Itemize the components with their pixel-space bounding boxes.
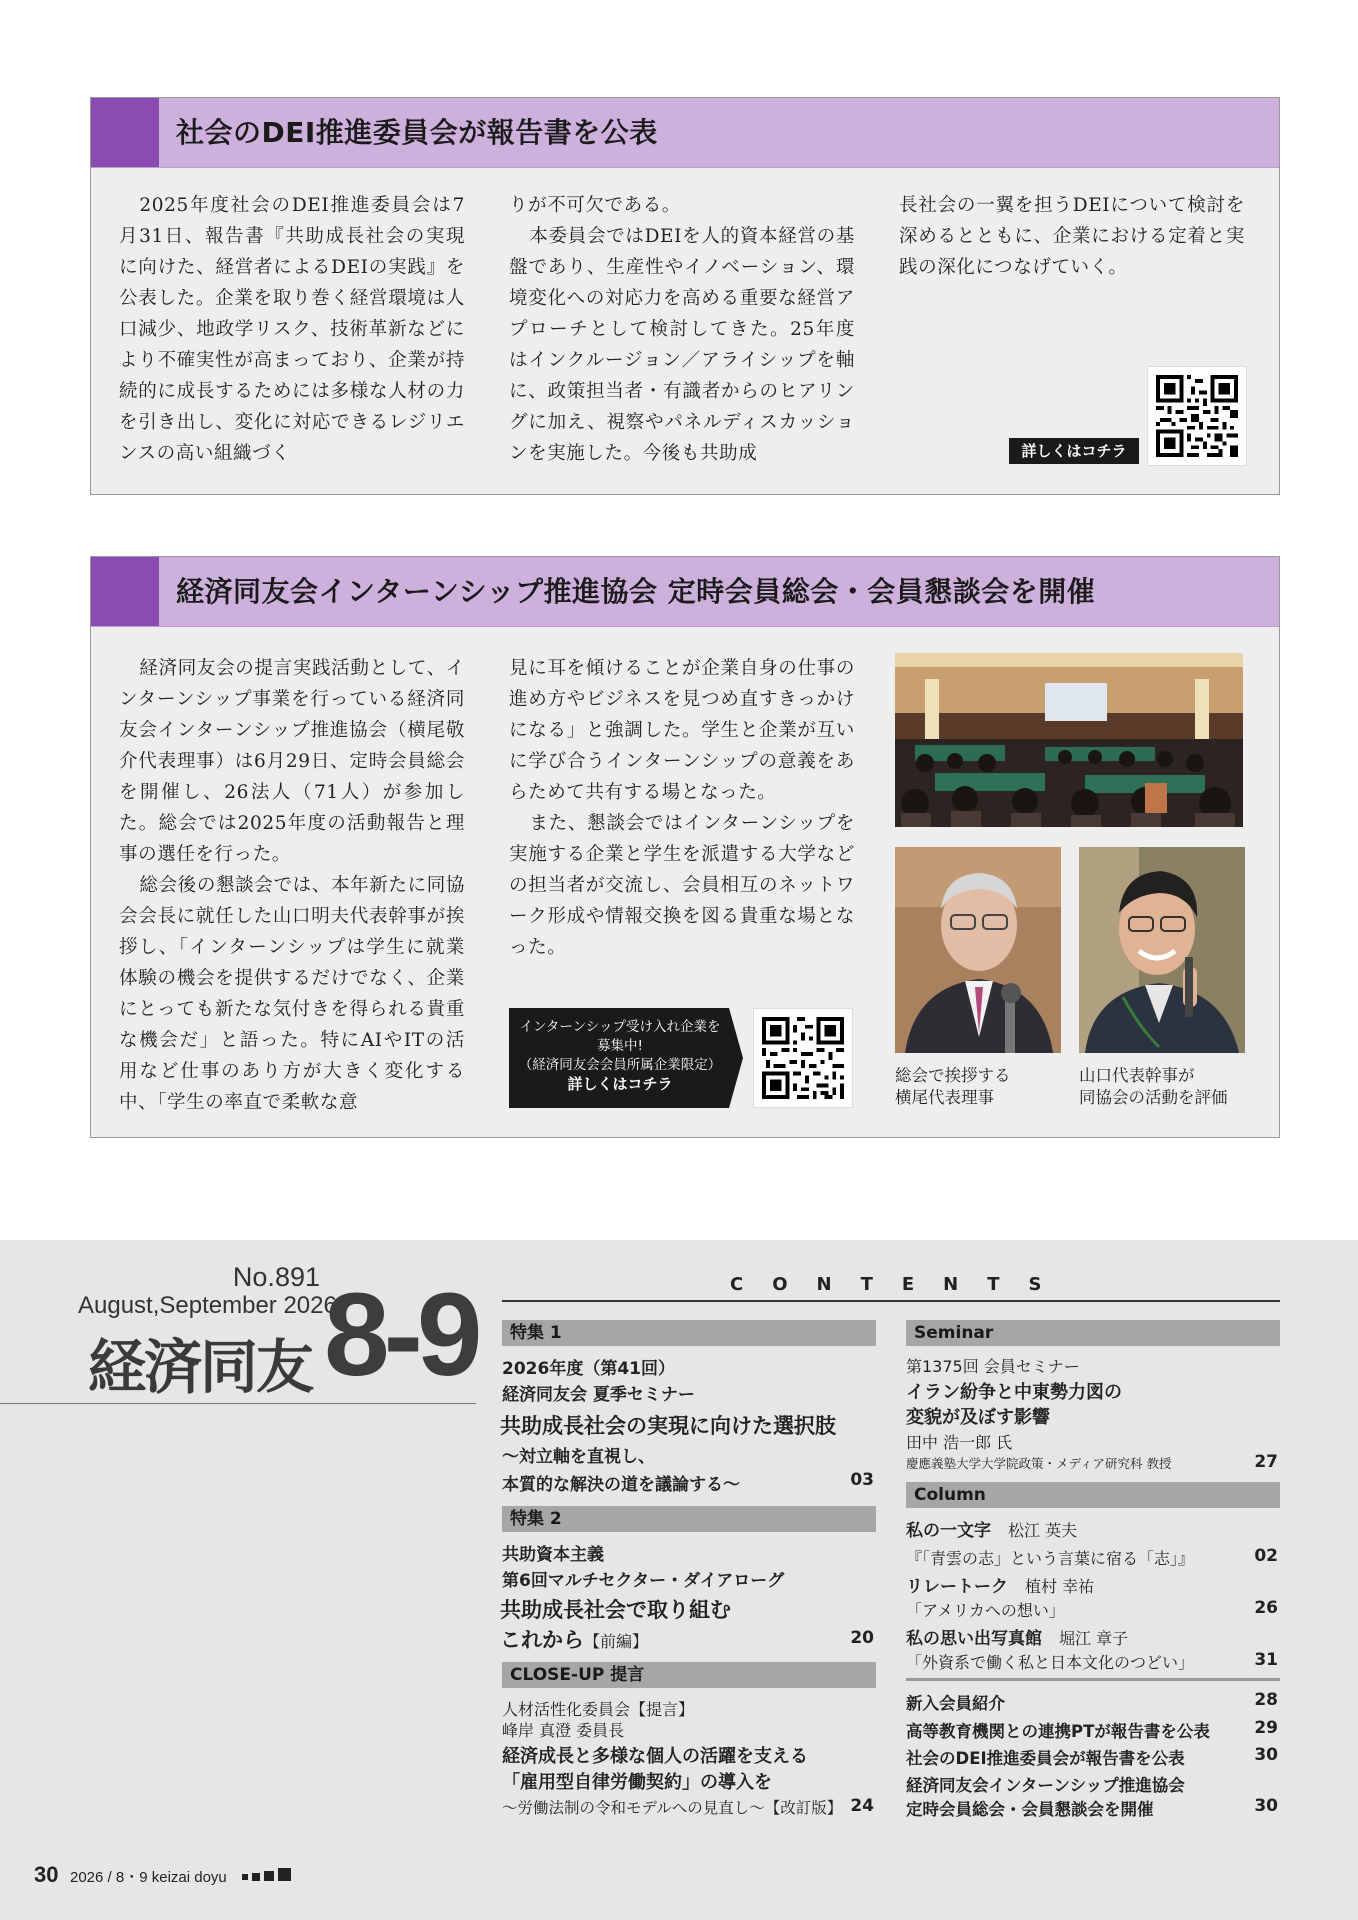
contents-item-title[interactable] bbox=[500, 1624, 648, 1654]
header-accent bbox=[91, 98, 159, 167]
article-title: 社会のDEI推進委員会が報告書を公表 bbox=[176, 116, 658, 149]
paragraph: 総会後の懇談会では、本年新たに同協会会長に就任した山口明夫代表幹事が挨拶し、「インターンシップは学生に就業体験の機会を提供するだけでなく、企業にとっても新たな気付きを得られる貴重な機会だ」と語った。特にAIやITの活用など仕事のあり方が大きく変化する中、「学生の率直で柔軟な意 bbox=[119, 875, 465, 1113]
contents-item-text[interactable]: ～対立軸を直視し、 bbox=[502, 1447, 655, 1467]
page-ref[interactable]: 30 bbox=[1254, 1796, 1278, 1816]
page-ref[interactable]: 24 bbox=[850, 1796, 874, 1816]
author-name: 松江 英夫 bbox=[1008, 1521, 1078, 1540]
contents-item-text[interactable]: 慶應義塾大学大学院政策・メディア研究科 教授 bbox=[906, 1456, 1172, 1471]
banner-line: インターンシップ受け入れ企業を bbox=[519, 1019, 721, 1035]
contents-item[interactable] bbox=[906, 1572, 1094, 1597]
photo-caption-yokoo bbox=[895, 1065, 1065, 1109]
recruit-banner[interactable] bbox=[509, 1008, 743, 1108]
page-ref[interactable]: 29 bbox=[1254, 1718, 1278, 1738]
banner-line: （経済同友会会員所属企業限定） bbox=[518, 1057, 722, 1073]
author-name: 植村 幸祐 bbox=[1025, 1577, 1095, 1596]
contents-item-text[interactable]: 田中 浩一郎 氏 bbox=[906, 1433, 1013, 1452]
contents-item-text[interactable]: 経済同友会 夏季セミナー bbox=[502, 1385, 695, 1405]
footer-square-icon bbox=[264, 1871, 274, 1881]
contents-item-text[interactable]: 「アメリカへの想い」 bbox=[906, 1601, 1065, 1620]
caption-line: 山口代表幹事が bbox=[1079, 1066, 1195, 1085]
article-internship-association bbox=[90, 556, 1280, 1138]
photo-caption-yamaguchi bbox=[1079, 1065, 1249, 1109]
column-name: リレートーク bbox=[906, 1577, 1008, 1597]
contents-item-text[interactable]: 第6回マルチセクター・ダイアローグ bbox=[502, 1571, 785, 1591]
contents-item[interactable] bbox=[906, 1624, 1128, 1649]
page-ref[interactable]: 27 bbox=[1254, 1452, 1278, 1472]
issue-date: August,September 2026 bbox=[78, 1292, 337, 1319]
contents-heading: CONTENTS bbox=[730, 1274, 1071, 1295]
footer-square-icon bbox=[252, 1873, 260, 1881]
contents-item-text[interactable]: 第1375回 会員セミナー bbox=[906, 1357, 1080, 1376]
contents-item-text[interactable]: 共助資本主義 bbox=[502, 1545, 604, 1565]
article-column-2 bbox=[509, 653, 855, 963]
caption-line: 横尾代表理事 bbox=[895, 1088, 994, 1107]
contents-item-title[interactable]: 共助成長社会で取り組む bbox=[500, 1598, 731, 1622]
qr-code-icon[interactable] bbox=[753, 1008, 853, 1108]
contents-item-text[interactable]: 高等教育機関との連携PTが報告書を公表 bbox=[906, 1722, 1210, 1741]
title-text: これから bbox=[500, 1628, 584, 1652]
yamaguchi-portrait-photo bbox=[1079, 847, 1245, 1053]
page-ref[interactable]: 20 bbox=[850, 1628, 874, 1648]
caption-line: 同協会の活動を評価 bbox=[1079, 1088, 1228, 1107]
paragraph: 長社会の一翼を担うDEIについて検討を深めるとともに、企業における定着と実践の深化につなげていく。 bbox=[899, 195, 1245, 278]
contents-divider bbox=[906, 1678, 1280, 1681]
page-ref[interactable]: 28 bbox=[1254, 1690, 1278, 1710]
section-feature-2: 特集 2 bbox=[502, 1506, 876, 1532]
article-header bbox=[91, 98, 1279, 168]
page-number: 30 bbox=[34, 1862, 59, 1887]
banner-link[interactable]: 詳しくはコチラ bbox=[567, 1075, 673, 1093]
contents-item-text[interactable]: 社会のDEI推進委員会が報告書を公表 bbox=[906, 1749, 1185, 1768]
article-column-2 bbox=[509, 190, 855, 469]
footer-text: 2026 / 8・9 keizai doyu bbox=[70, 1869, 227, 1886]
article-column-3 bbox=[899, 190, 1245, 283]
section-feature-1: 特集 1 bbox=[502, 1320, 876, 1346]
paragraph: 経済同友会の提言実践活動として、インターンシップ事業を行っている経済同友会インターンシップ推進協会（横尾敬介代表理事）は6月29日、定時会員総会を開催し、26法人（71人）が参加した。総会では2025年度の活動報告と理事の選任を行った。 bbox=[119, 658, 465, 865]
column-name: 私の一文字 bbox=[906, 1521, 991, 1541]
article-column-1 bbox=[119, 653, 465, 1118]
contents-item-title[interactable]: 共助成長社会の実現に向けた選択肢 bbox=[500, 1414, 836, 1438]
paragraph: 見に耳を傾けることが企業自身の仕事の進め方やビジネスを見つめ直すきっかけになる」と強調した。学生と企業が互いに学び合うインターンシップの意義をあらためて共有する場となった。 bbox=[509, 658, 855, 803]
paragraph: また、懇談会ではインターンシップを実施する企業と学生を派遣する大学などの担当者が交流し、会員相互のネットワーク形成や情報交換を図る貴重な場となった。 bbox=[509, 813, 855, 958]
page-ref[interactable]: 02 bbox=[1254, 1546, 1278, 1566]
article-title: 経済同友会インターンシップ推進協会 定時会員総会・会員懇談会を開催 bbox=[176, 575, 1096, 608]
masthead-divider bbox=[0, 1403, 476, 1404]
issue-number: No.891 bbox=[232, 1262, 320, 1292]
contents-item-title[interactable]: 経済成長と多様な個人の活躍を支える bbox=[502, 1746, 808, 1767]
article-header bbox=[91, 557, 1279, 627]
paragraph: 2025年度社会のDEI推進委員会は7月31日、報告書『共助成長社会の実現に向けた、経営者によるDEIの実践』を公表した。企業を取り巻く経営環境は人口減少、地政学リスク、技術革新などにより不確実性が高まっており、企業が持続的に成長するためには多様な人材の力を引き出し、変化に対応できるレジリエンスの高い組織づく bbox=[119, 195, 465, 464]
column-name: 私の思い出写真館 bbox=[906, 1629, 1042, 1649]
article-dei-report bbox=[90, 97, 1280, 495]
qr-code-icon[interactable] bbox=[1147, 366, 1247, 466]
contents-item-text[interactable]: 新入会員紹介 bbox=[906, 1694, 1005, 1713]
contents-item-text[interactable]: 峰岸 真澄 委員長 bbox=[502, 1721, 625, 1740]
banner-line: 募集中! bbox=[597, 1038, 643, 1054]
details-link-button[interactable]: 詳しくはコチラ bbox=[1009, 438, 1139, 464]
contents-item-text[interactable]: 経済同友会インターンシップ推進協会 bbox=[906, 1776, 1185, 1795]
footer-square-icon bbox=[242, 1874, 248, 1880]
title-suffix: 【前編】 bbox=[584, 1632, 649, 1651]
section-seminar: Seminar bbox=[906, 1320, 1280, 1346]
page-ref[interactable]: 30 bbox=[1254, 1745, 1278, 1765]
contents-item[interactable] bbox=[906, 1516, 1077, 1541]
contents-item-title[interactable]: 変貌が及ぼす影響 bbox=[906, 1407, 1050, 1428]
contents-item-title[interactable]: 「雇用型自律労働契約」の導入を bbox=[502, 1772, 772, 1793]
contents-item-title[interactable]: イラン紛争と中東勢力図の bbox=[906, 1382, 1122, 1403]
footer-square-icon bbox=[278, 1868, 291, 1881]
page-ref[interactable]: 31 bbox=[1254, 1650, 1278, 1670]
caption-line: 総会で挨拶する bbox=[895, 1066, 1011, 1085]
contents-item-text[interactable]: 本質的な解決の道を議論する～ bbox=[502, 1475, 740, 1495]
page-ref[interactable]: 03 bbox=[850, 1470, 874, 1490]
contents-item-text[interactable]: 『「青雲の志」という言葉に宿る「志」』 bbox=[906, 1549, 1195, 1568]
contents-rule bbox=[502, 1300, 1280, 1302]
paragraph: 本委員会ではDEIを人的資本経営の基盤であり、生産性やイノベーション、環境変化への対応力を高める重要な経営アプローチとして検討してきた。25年度はインクルージョン／アライシップを軸に、政策担当者・有識者からのヒアリングに加え、視察やパネルディスカッションを実施した。今後も共助成 bbox=[509, 226, 855, 464]
contents-item-text[interactable]: 2026年度（第41回） bbox=[502, 1359, 675, 1379]
contents-item-text[interactable]: 定時会員総会・会員懇談会を開催 bbox=[906, 1800, 1154, 1819]
contents-item-text[interactable]: 「外資系で働く私と日本文化のつどい」 bbox=[906, 1653, 1195, 1672]
paragraph: りが不可欠である。 bbox=[509, 195, 681, 216]
meeting-hall-photo bbox=[895, 653, 1243, 827]
magazine-title: 経済同友 bbox=[88, 1333, 313, 1401]
yokoo-portrait-photo bbox=[895, 847, 1061, 1053]
article-column-1 bbox=[119, 190, 465, 469]
page-ref[interactable]: 26 bbox=[1254, 1598, 1278, 1618]
section-column: Column bbox=[906, 1482, 1280, 1508]
contents-item-text[interactable]: 人材活性化委員会【提言】 bbox=[502, 1700, 695, 1719]
section-close-up: CLOSE-UP 提言 bbox=[502, 1662, 876, 1688]
author-name: 堀江 章子 bbox=[1059, 1629, 1129, 1648]
issue-months: 8-9 bbox=[324, 1269, 477, 1401]
header-accent bbox=[91, 557, 159, 626]
contents-item-text[interactable]: ～労働法制の令和モデルへの見直し～【改訂版】 bbox=[502, 1799, 843, 1817]
